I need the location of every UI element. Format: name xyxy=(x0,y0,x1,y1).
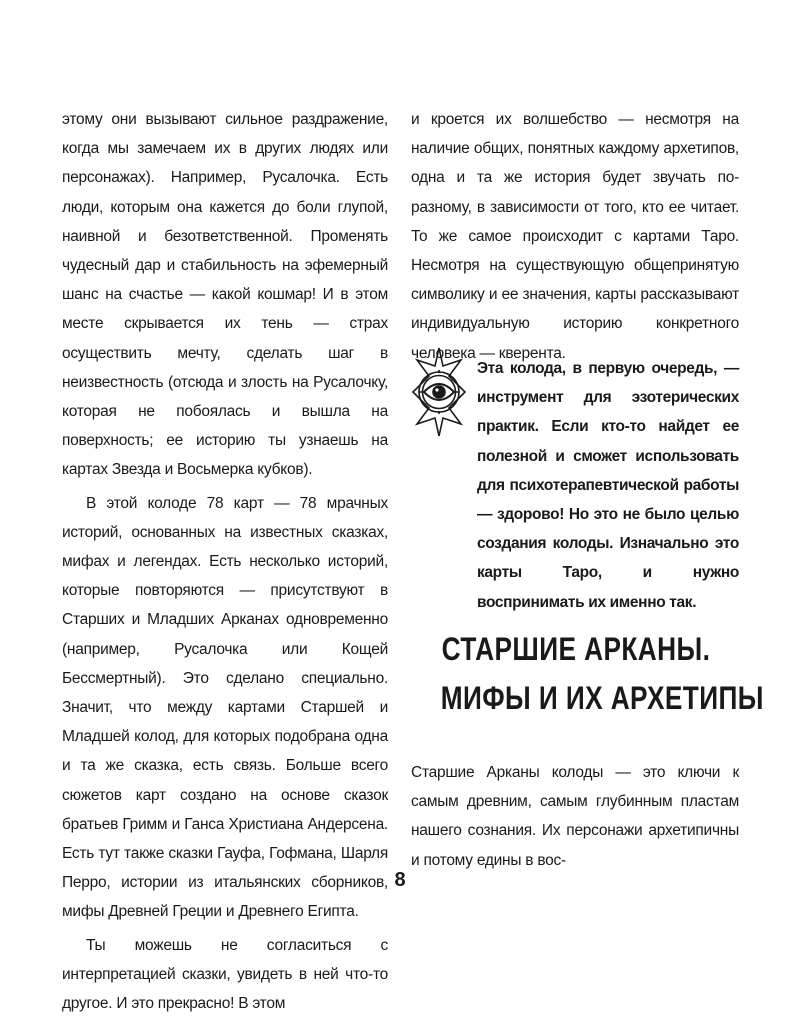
page-number: 8 xyxy=(394,869,406,891)
section-heading-line-1: СТАРШИЕ АРКАНЫ. xyxy=(441,631,711,667)
right-column-top xyxy=(411,105,739,368)
section-heading xyxy=(440,625,764,723)
callout-box xyxy=(411,346,741,611)
right-paragraph-1: и кроется их волшебство — несмотря на наличие общих, понятных каждому архетипов, одна и та же история будет звучать по-разному, в зависимости от того, кто ее читает. То же самое происходит с картами Таро. Несмотря на существующую общепринятую символику и ее значения, карты рассказывают индивидуальную историю конкретного человека — кверента. xyxy=(411,111,739,362)
right-paragraph-2: Старшие Арканы колоды — это ключи к самым древним, самым глубинным пластам нашего сознания. Их персонажи архетипичны и потому едины в вос- xyxy=(411,764,739,869)
left-paragraph-1: этому они вызывают сильное раздражение, когда мы замечаем их в других людях или персонажах). Например, Русалочка. Есть люди, которым она кажется до боли глупой, наивной и безответственной. Променять чудесный дар и стабильность на эфемерный шанс на счастье — какой кошмар! И в этом месте скрывается их тень — страх осуществить мечту, сделать шаг в неизвестность (отсюда и злость на Русалочку, которая не побоялась и вышла на поверхность; ее историю ты узнаешь на картах Звезда и Восьмерка кубков). xyxy=(62,111,388,479)
left-paragraph-3: Ты можешь не согласиться с интерпретацией сказки, увидеть в ней что-то другое. И это прекрасно! В этом xyxy=(62,936,388,1013)
left-paragraph-2: В этой колоде 78 карт — 78 мрачных историй, основанных на известных сказках, мифах и легендах. Есть несколько историй, которые повторяются — присутствуют в Старших и Младших Арканах одновременно (например, Русалочка или Кощей Бессмертный). Это сделано специально. Значит, что между картами Старшей и Младшей колод, для которых подобрана одна и та же сказка, есть связь. Больше всего сюжетов карт создано на основе сказок братьев Гримм и Ганса Христиана Андерсена. Есть тут также сказки Гауфа, Гофмана, Шарля Перро, истории из итальянских сборников, мифы Древней Греции и Древнего Египта. xyxy=(62,494,388,921)
eye-emblem-icon xyxy=(411,346,467,438)
right-column-bottom xyxy=(411,758,739,875)
section-heading-line-2: МИФЫ И ИХ АРХЕТИПЫ xyxy=(440,680,764,716)
callout-text: Эта колода, в первую очередь, — инструмент для эзотерических практик. Если кто-то найдет ее полезной и сможет использовать для психотерапевтической работы — здорово! Но это не было целью создания колоды. Изначально это карты Таро, и нужно воспринимать их именно так. xyxy=(477,360,739,611)
